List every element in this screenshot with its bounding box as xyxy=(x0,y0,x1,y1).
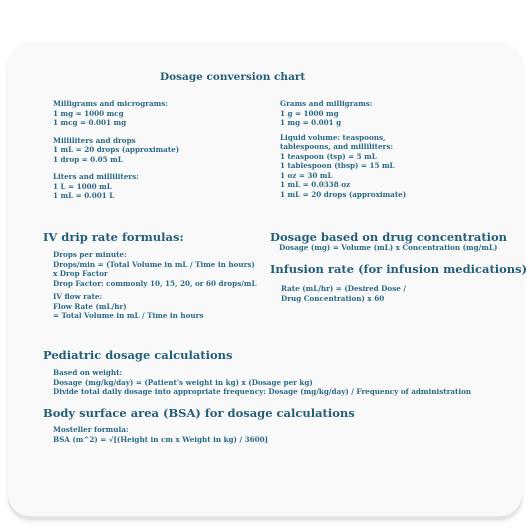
section-heading: Liquid volume: teaspoons, xyxy=(280,132,386,142)
infusion-block xyxy=(281,284,406,303)
pediatric-block xyxy=(53,368,471,397)
section-heading: Grams and milligrams: xyxy=(280,99,373,108)
conversion-line: 1 drop = 0.05 mL xyxy=(53,154,123,164)
conversion-line: 1 g = 1000 mg xyxy=(280,108,339,118)
formula-line: Rate (mL/hr) = (Desired Dose / xyxy=(281,284,406,293)
section-heading: IV flow rate: xyxy=(53,292,103,301)
bsa-title: Body surface area (BSA) for dosage calculations xyxy=(43,406,355,420)
iv-block xyxy=(53,250,257,321)
conversion-line: 1 tablespoon (tbsp) = 15 mL xyxy=(280,161,395,170)
formula-line: Drug Concentration) x 60 xyxy=(281,293,385,303)
formula-line: Dosage (mg) = Volume (mL) x Concentration (mg/mL) xyxy=(279,243,498,252)
section-heading: Milliliters and drops xyxy=(53,135,136,145)
formula-line: Dosage (mg/kg/day) = (Patient's weight in kg) x (Dosage per kg) xyxy=(53,377,313,387)
section-heading: Mosteller formula: xyxy=(53,425,129,434)
formula-line: Drops/min = (Total Volume in mL / Time in hours) xyxy=(53,259,255,269)
page-title: Dosage conversion chart xyxy=(160,71,306,83)
section-heading: Liters and milliliters: xyxy=(53,172,139,181)
conversion-left-block xyxy=(53,99,179,201)
conversion-line: 1 mL = 0.0338 oz xyxy=(280,180,351,189)
conversion-line: 1 oz = 30 mL xyxy=(280,170,333,180)
infusion-title: Infusion rate (for infusion medications) xyxy=(270,262,528,276)
conversion-line: 1 mL = 20 drops (approximate) xyxy=(280,189,407,199)
conversion-right-block xyxy=(280,99,406,199)
concentration-title: Dosage based on drug concentration xyxy=(270,230,508,244)
formula-line: x Drop Factor xyxy=(53,269,108,278)
section-heading: Milligrams and micrograms: xyxy=(53,99,168,108)
section-heading: Drops per minute: xyxy=(53,250,127,259)
formula-line: = Total Volume in mL / Time in hours xyxy=(53,311,204,320)
conversion-line: 1 mL = 0.001 L xyxy=(53,191,115,200)
formula-line: BSA (m^2) = √[(Height in cm x Weight in kg) / 3600] xyxy=(53,434,268,444)
conversion-line: 1 mcg = 0.001 mg xyxy=(53,118,127,127)
iv-title: IV drip rate formulas: xyxy=(43,230,184,244)
conversion-line: 1 teaspoon (tsp) = 5 mL xyxy=(280,151,377,161)
formula-line: Divide total daily dosage into appropriate frequency: Dosage (mg/kg/day) / Frequency of administration xyxy=(53,387,472,396)
section-heading: Based on weight: xyxy=(53,368,123,377)
formula-line: Drop Factor: commonly 10, 15, 20, or 60 drops/mL xyxy=(53,278,257,288)
conversion-line: 1 L = 1000 mL xyxy=(53,181,112,191)
bsa-block xyxy=(53,425,268,444)
conversion-line: 1 mg = 1000 mcg xyxy=(53,108,124,118)
formula-line: Flow Rate (mL/hr) xyxy=(53,301,127,311)
pediatric-title: Pediatric dosage calculations xyxy=(43,348,233,362)
conversion-line: 1 mL = 20 drops (approximate) xyxy=(53,145,180,154)
concentration-line xyxy=(279,243,497,253)
section-heading: tablespoons, and milliliters: xyxy=(280,142,394,151)
conversion-line: 1 mg = 0.001 g xyxy=(280,118,342,127)
